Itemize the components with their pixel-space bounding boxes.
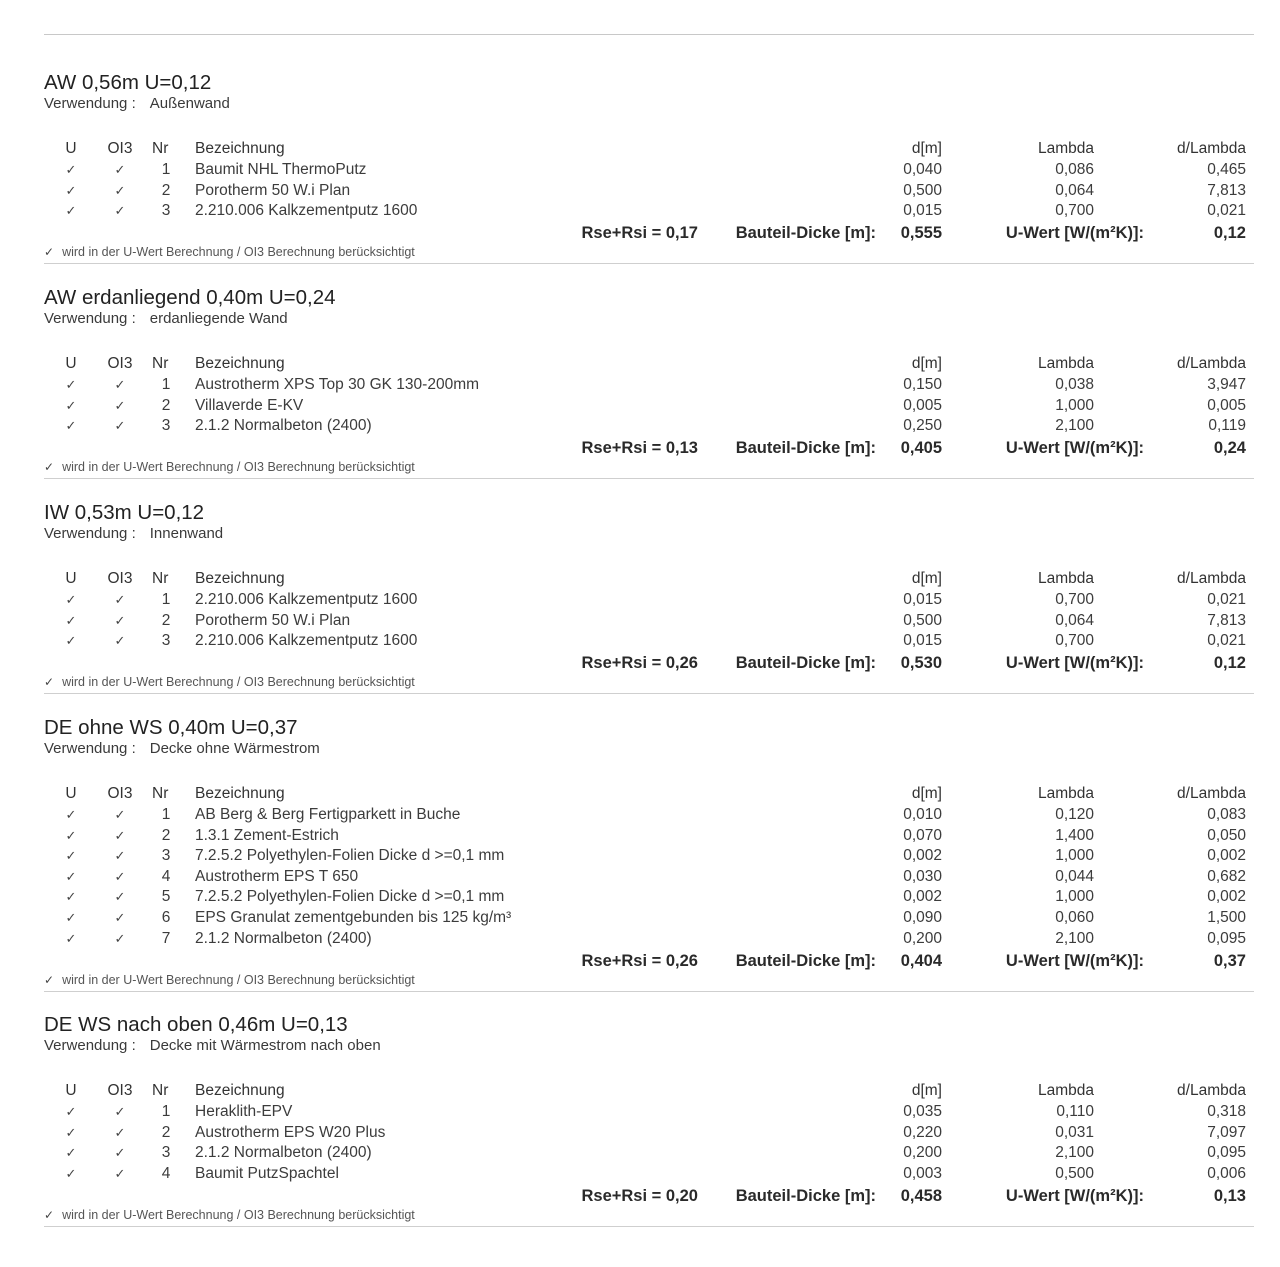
col-lambda-header: Lambda [1037,570,1094,587]
check-icon: ✓ [114,377,126,392]
table-row [44,908,1254,928]
check-icon: ✓ [44,675,55,690]
layer-thickness: 0,200 [903,929,942,947]
check-icon: ✓ [114,418,126,434]
col-oi3-header: OI3 [107,785,133,802]
rse-rsi-number: 0,26 [665,654,698,673]
check-icon: ✓ [114,162,126,177]
layer-lambda: 0,031 [1055,1123,1094,1141]
layer-nr: 1 [161,1103,171,1120]
layer-nr: 2 [161,611,171,629]
table-row [44,160,1254,180]
col-lambda-header: Lambda [1037,1082,1094,1099]
layer-lambda: 0,700 [1055,202,1094,220]
thickness-value: 0,404 [900,951,942,970]
layer-dlambda: 0,682 [1207,867,1246,885]
layer-name: 2.210.006 Kalkzementputz 1600 [195,591,418,608]
layer-thickness: 0,500 [903,181,942,199]
col-d-header: d[m] [911,1082,942,1099]
rse-rsi-label: Rse+Rsi = [581,654,666,673]
summary-row [44,437,1254,459]
col-nr-header: Nr [152,1082,169,1099]
col-oi3-header: OI3 [107,570,133,587]
col-dlambda-header: d/Lambda [1177,570,1246,587]
layer-nr: 1 [161,806,171,823]
layer-thickness: 0,002 [903,888,942,906]
check-icon: ✓ [114,868,126,884]
rse-rsi-number: 0,17 [665,224,698,243]
col-u-header: U [65,785,77,802]
block-divider [44,1226,1254,1227]
rse-rsi-value [581,222,698,244]
check-icon: ✓ [114,633,126,649]
check-icon: ✓ [114,182,126,198]
usage-label: Verwendung : [44,740,136,757]
layer-table-header [44,569,1254,589]
component-title: AW 0,56m U=0,12 [44,71,212,94]
layer-thickness: 0,070 [903,826,942,844]
col-lambda-header: Lambda [1037,355,1094,372]
check-icon: ✓ [65,930,77,946]
layer-thickness: 0,090 [903,909,942,926]
col-name-header: Bezeichnung [195,355,285,372]
block-divider [44,693,1254,694]
usage-value: Innenwand [149,525,224,542]
block-divider [44,478,1254,479]
layer-nr: 7 [161,929,171,947]
col-name-header: Bezeichnung [195,570,285,587]
layer-table-header [44,1081,1254,1101]
rse-rsi-label: Rse+Rsi = [581,439,666,458]
col-d-header: d[m] [911,355,942,372]
table-row [44,846,1254,866]
layer-name: Porotherm 50 W.i Plan [195,181,351,199]
table-row [44,396,1254,416]
layer-table-header [44,139,1254,159]
check-icon: ✓ [65,868,77,884]
layer-lambda: 1,000 [1055,847,1094,865]
col-nr-header: Nr [152,570,169,587]
table-row [44,1164,1254,1184]
rse-rsi-number: 0,20 [665,1186,698,1205]
table-row [44,590,1254,610]
layer-thickness: 0,035 [903,1103,942,1120]
check-icon: ✓ [44,972,55,987]
check-icon: ✓ [114,848,126,864]
u-value-label: U-Wert [W/(m²K)]: [1005,654,1144,673]
col-nr-header: Nr [152,140,169,157]
thickness-value: 0,458 [900,1186,942,1205]
check-icon: ✓ [114,592,126,607]
check-icon: ✓ [114,930,126,946]
check-icon: ✓ [65,592,77,607]
check-icon: ✓ [114,1165,126,1181]
col-oi3-header: OI3 [107,140,133,157]
component-usage [44,95,230,113]
rse-rsi-value [581,652,698,674]
layer-dlambda: 0,021 [1207,632,1246,650]
table-row [44,929,1254,949]
layer-name: Baumit PutzSpachtel [195,1164,339,1182]
layer-lambda: 0,110 [1056,1103,1094,1120]
footnote [44,1207,415,1223]
check-icon: ✓ [65,910,77,925]
table-row [44,887,1254,907]
layer-lambda: 0,700 [1055,591,1094,608]
check-icon: ✓ [65,377,77,392]
layer-nr: 2 [161,1123,171,1141]
layer-lambda: 1,000 [1055,888,1094,906]
col-dlambda-header: d/Lambda [1177,355,1246,372]
layer-name: 2.1.2 Normalbeton (2400) [195,929,372,947]
layer-name: 2.210.006 Kalkzementputz 1600 [195,632,418,650]
thickness-label: Bauteil-Dicke [m]: [735,224,876,243]
layer-dlambda: 0,002 [1207,847,1246,865]
check-icon: ✓ [65,1124,77,1140]
layer-lambda: 0,064 [1055,611,1094,629]
usage-value: Decke mit Wärmestrom nach oben [149,1037,381,1054]
layer-lambda: 1,400 [1055,826,1094,844]
component-usage [44,740,320,758]
rse-rsi-number: 0,13 [665,439,698,458]
layer-name: 2.1.2 Normalbeton (2400) [195,417,372,435]
u-value: 0,12 [1213,654,1246,673]
layer-lambda: 0,700 [1055,632,1094,650]
footnote-text: wird in der U-Wert Berechnung / OI3 Berechnung berücksichtigt [62,1207,415,1222]
rse-rsi-value [581,950,698,972]
check-icon: ✓ [114,889,126,905]
check-icon: ✓ [65,827,77,843]
layer-name: Porotherm 50 W.i Plan [195,611,351,629]
layer-nr: 3 [161,632,171,650]
component-title: DE WS nach oben 0,46m U=0,13 [44,1013,348,1036]
layer-name: Austrotherm EPS T 650 [195,867,359,885]
check-icon: ✓ [65,1104,77,1119]
col-nr-header: Nr [152,355,169,372]
usage-value: Decke ohne Wärmestrom [149,740,320,757]
u-value: 0,12 [1213,224,1246,243]
layer-name: EPS Granulat zementgebunden bis 125 kg/m³ [195,909,512,926]
footnote-text: wird in der U-Wert Berechnung / OI3 Berechnung berücksichtigt [62,972,415,987]
summary-row [44,652,1254,674]
layer-name: 2.210.006 Kalkzementputz 1600 [195,202,418,220]
col-lambda-header: Lambda [1037,785,1094,802]
check-icon: ✓ [65,889,77,905]
layer-dlambda: 3,947 [1207,376,1246,393]
usage-label: Verwendung : [44,95,136,112]
footnote [44,459,415,475]
col-name-header: Bezeichnung [195,785,285,802]
rse-rsi-number: 0,26 [665,951,698,970]
layer-dlambda: 0,006 [1207,1164,1246,1182]
layer-lambda: 0,064 [1055,181,1094,199]
thickness-label: Bauteil-Dicke [m]: [735,1186,876,1205]
layer-dlambda: 0,021 [1207,202,1246,220]
layer-thickness: 0,015 [903,632,942,650]
check-icon: ✓ [65,612,77,628]
layer-dlambda: 0,083 [1207,806,1246,823]
col-d-header: d[m] [911,570,942,587]
layer-nr: 3 [161,847,171,865]
layer-thickness: 0,010 [903,806,942,823]
layer-name: Villaverde E-KV [195,396,304,414]
table-row [44,867,1254,887]
check-icon: ✓ [44,1207,55,1222]
footnote [44,244,415,260]
usage-label: Verwendung : [44,1037,136,1054]
layer-lambda: 0,086 [1055,161,1094,178]
col-dlambda-header: d/Lambda [1177,1082,1246,1099]
layer-dlambda: 0,095 [1207,929,1246,947]
component-usage [44,310,288,328]
check-icon: ✓ [65,1145,77,1161]
check-icon: ✓ [114,1124,126,1140]
rse-rsi-value [581,1185,698,1207]
footnote [44,972,415,988]
thickness-label: Bauteil-Dicke [m]: [735,951,876,970]
check-icon: ✓ [114,910,126,925]
layer-thickness: 0,015 [903,591,942,608]
component-title: AW erdanliegend 0,40m U=0,24 [44,286,336,309]
layer-nr: 2 [161,826,171,844]
usage-label: Verwendung : [44,310,136,327]
layer-nr: 4 [161,867,171,885]
check-icon: ✓ [114,827,126,843]
component-title: DE ohne WS 0,40m U=0,37 [44,716,298,739]
check-icon: ✓ [114,807,126,822]
check-icon: ✓ [65,397,77,413]
layer-nr: 1 [161,161,171,178]
check-icon: ✓ [65,418,77,434]
layer-nr: 1 [161,591,171,608]
table-row [44,375,1254,395]
col-name-header: Bezeichnung [195,1082,285,1099]
layer-name: 1.3.1 Zement-Estrich [195,826,339,844]
table-row [44,631,1254,651]
layer-lambda: 0,120 [1055,806,1094,823]
check-icon: ✓ [44,460,55,475]
check-icon: ✓ [114,397,126,413]
check-icon: ✓ [65,1165,77,1181]
layer-name: 2.1.2 Normalbeton (2400) [195,1144,372,1162]
layer-thickness: 0,500 [903,611,942,629]
table-row [44,416,1254,436]
table-row [44,1102,1254,1122]
footnote [44,674,415,690]
layer-thickness: 0,150 [903,376,942,393]
usage-value: Außenwand [149,95,230,112]
layer-thickness: 0,003 [903,1164,942,1182]
summary-row [44,950,1254,972]
thickness-label: Bauteil-Dicke [m]: [735,439,876,458]
component-title: IW 0,53m U=0,12 [44,501,205,524]
layer-dlambda: 0,005 [1207,396,1246,414]
usage-value: erdanliegende Wand [149,310,288,327]
layer-name: AB Berg & Berg Fertigparkett in Buche [195,806,461,823]
layer-nr: 3 [161,1144,171,1162]
layer-lambda: 2,100 [1055,929,1094,947]
check-icon: ✓ [65,848,77,864]
thickness-label: Bauteil-Dicke [m]: [735,654,876,673]
rse-rsi-label: Rse+Rsi = [581,951,666,970]
col-u-header: U [65,1082,77,1099]
layer-thickness: 0,200 [903,1144,942,1162]
block-divider [44,991,1254,992]
summary-row [44,1185,1254,1207]
col-d-header: d[m] [911,140,942,157]
check-icon: ✓ [65,182,77,198]
layer-dlambda: 7,813 [1207,611,1246,629]
footnote-text: wird in der U-Wert Berechnung / OI3 Berechnung berücksichtigt [62,675,415,690]
rse-rsi-value [581,437,698,459]
block-divider [44,263,1254,264]
component-usage [44,1037,381,1055]
u-value-label: U-Wert [W/(m²K)]: [1005,224,1144,243]
layer-thickness: 0,030 [903,867,942,885]
footnote-text: wird in der U-Wert Berechnung / OI3 Berechnung berücksichtigt [62,245,415,260]
top-divider [44,34,1254,35]
u-value: 0,37 [1213,951,1246,970]
table-row [44,826,1254,846]
layer-thickness: 0,015 [903,202,942,220]
layer-dlambda: 7,097 [1207,1123,1246,1141]
layer-nr: 6 [161,909,171,926]
component-usage [44,525,223,543]
u-value-label: U-Wert [W/(m²K)]: [1005,951,1144,970]
table-row [44,805,1254,825]
layer-lambda: 0,060 [1055,909,1094,926]
usage-label: Verwendung : [44,525,136,542]
thickness-value: 0,530 [900,654,942,673]
layer-name: Austrotherm XPS Top 30 GK 130-200mm [195,376,480,393]
check-icon: ✓ [114,203,126,219]
layer-dlambda: 0,465 [1207,161,1246,178]
col-dlambda-header: d/Lambda [1177,140,1246,157]
layer-name: 7.2.5.2 Polyethylen-Folien Dicke d >=0,1 mm [195,847,505,865]
layer-lambda: 2,100 [1055,417,1094,435]
col-u-header: U [65,355,77,372]
layer-table-header [44,354,1254,374]
check-icon: ✓ [65,807,77,822]
layer-nr: 4 [161,1164,171,1182]
layer-nr: 2 [161,396,171,414]
layer-name: Heraklith-EPV [195,1103,293,1120]
table-row [44,181,1254,201]
check-icon: ✓ [114,1104,126,1119]
layer-table-header [44,784,1254,804]
table-row [44,201,1254,221]
col-nr-header: Nr [152,785,169,802]
summary-row [44,222,1254,244]
u-value: 0,13 [1213,1186,1246,1205]
layer-nr: 1 [161,376,171,393]
check-icon: ✓ [65,633,77,649]
check-icon: ✓ [114,612,126,628]
layer-thickness: 0,005 [903,396,942,414]
table-row [44,1123,1254,1143]
thickness-value: 0,405 [900,439,942,458]
col-name-header: Bezeichnung [195,140,285,157]
col-oi3-header: OI3 [107,1082,133,1099]
layer-lambda: 2,100 [1055,1144,1094,1162]
col-lambda-header: Lambda [1037,140,1094,157]
check-icon: ✓ [65,203,77,219]
layer-nr: 3 [161,202,171,220]
layer-dlambda: 1,500 [1207,909,1246,926]
u-value: 0,24 [1213,439,1246,458]
footnote-text: wird in der U-Wert Berechnung / OI3 Berechnung berücksichtigt [62,460,415,475]
layer-dlambda: 0,002 [1207,888,1246,906]
col-u-header: U [65,140,77,157]
layer-dlambda: 0,021 [1207,591,1246,608]
layer-lambda: 0,038 [1055,376,1094,393]
layer-lambda: 0,044 [1055,867,1094,885]
layer-dlambda: 0,050 [1207,826,1246,844]
layer-dlambda: 0,095 [1207,1144,1246,1162]
layer-nr: 2 [161,181,171,199]
layer-name: 7.2.5.2 Polyethylen-Folien Dicke d >=0,1 mm [195,888,505,906]
check-icon: ✓ [65,162,77,177]
rse-rsi-label: Rse+Rsi = [581,1186,666,1205]
layer-thickness: 0,220 [903,1123,942,1141]
layer-dlambda: 7,813 [1207,181,1246,199]
layer-lambda: 1,000 [1055,396,1094,414]
check-icon: ✓ [44,245,55,260]
layer-nr: 3 [161,417,171,435]
u-value-label: U-Wert [W/(m²K)]: [1005,1186,1144,1205]
layer-thickness: 0,002 [903,847,942,865]
col-u-header: U [65,570,77,587]
layer-thickness: 0,250 [903,417,942,435]
col-dlambda-header: d/Lambda [1177,785,1246,802]
check-icon: ✓ [114,1145,126,1161]
table-row [44,611,1254,631]
rse-rsi-label: Rse+Rsi = [581,224,666,243]
layer-thickness: 0,040 [903,161,942,178]
layer-nr: 5 [161,888,171,906]
layer-name: Austrotherm EPS W20 Plus [195,1123,386,1141]
layer-dlambda: 0,318 [1207,1103,1246,1120]
layer-name: Baumit NHL ThermoPutz [195,161,367,178]
layer-dlambda: 0,119 [1208,417,1246,435]
col-oi3-header: OI3 [107,355,133,372]
u-value-label: U-Wert [W/(m²K)]: [1005,439,1144,458]
table-row [44,1143,1254,1163]
thickness-value: 0,555 [900,224,942,243]
layer-lambda: 0,500 [1055,1164,1094,1182]
col-d-header: d[m] [911,785,942,802]
